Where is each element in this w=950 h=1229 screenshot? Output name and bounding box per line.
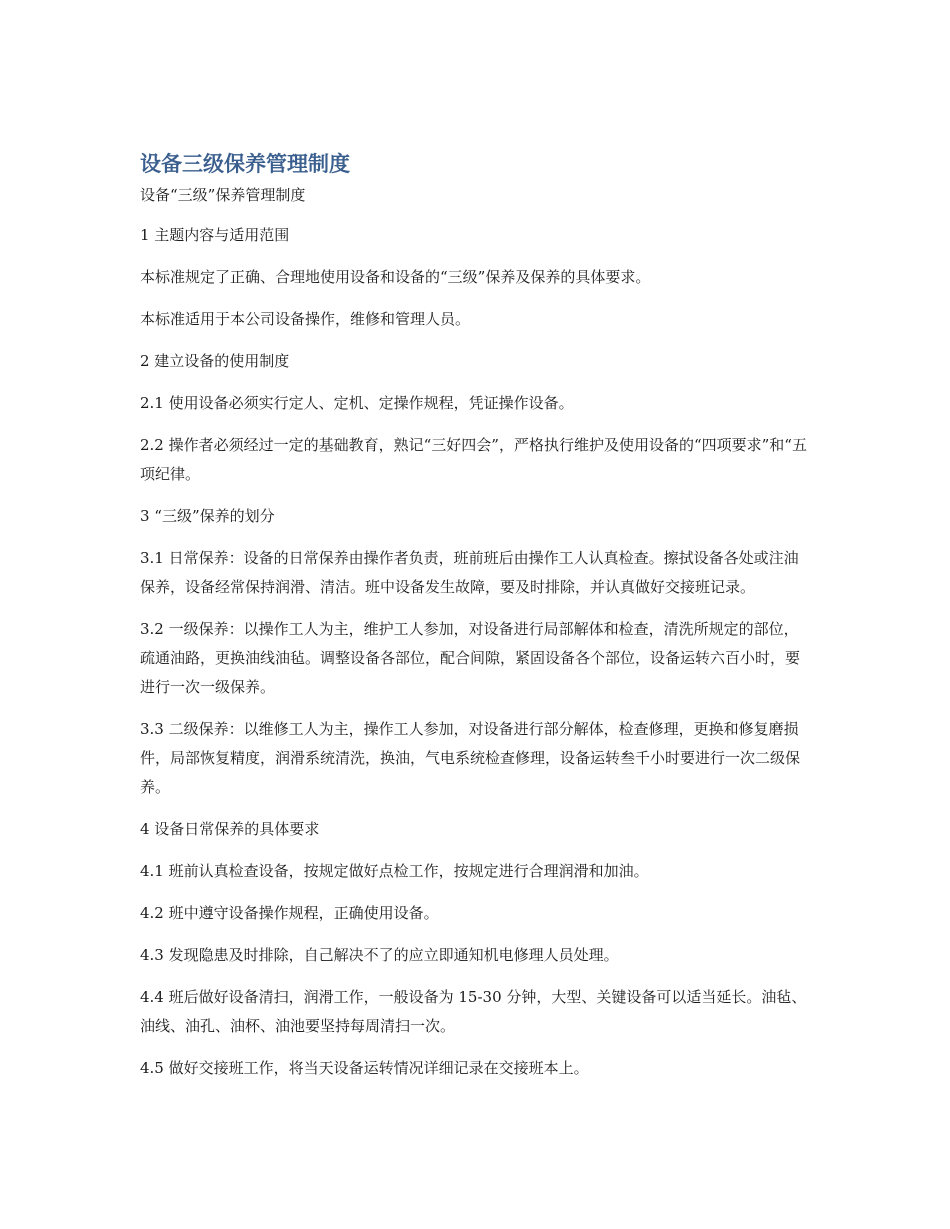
clause-2-1: 2.1 使用设备必须实行定人、定机、定操作规程，凭证操作设备。 bbox=[140, 394, 574, 412]
clause-4-1: 4.1 班前认真检查设备，按规定做好点检工作，按规定进行合理润滑和加油。 bbox=[140, 862, 649, 880]
document-body bbox=[140, 148, 812, 1083]
paragraph: 本标准适用于本公司设备操作，维修和管理人员。 bbox=[140, 310, 471, 328]
document-subtitle: 设备“三级”保养管理制度 bbox=[140, 186, 306, 204]
clause-4-3: 4.3 发现隐患及时排除，自己解决不了的应立即通知机电修理人员处理。 bbox=[140, 946, 619, 964]
document-title: 设备三级保养管理制度 bbox=[140, 152, 350, 176]
section-heading-4: 4 设备日常保养的具体要求 bbox=[140, 820, 320, 838]
clause-3-1: 3.1 日常保养：设备的日常保养由操作者负责，班前班后由操作工人认真检查。擦拭设备各处或注油保养，设备经常保持润滑、清洁。班中设备发生故障，要及时排除，并认真做好交接班记录。 bbox=[140, 549, 799, 596]
clause-4-5: 4.5 做好交接班工作，将当天设备运转情况详细记录在交接班本上。 bbox=[140, 1059, 589, 1077]
clause-3-2: 3.2 一级保养：以操作工人为主，维护工人参加，对设备进行局部解体和检查，清洗所规定的部位，疏通油路，更换油线油毡。调整设备各部位，配合间隙，紧固设备各个部位，设备运转六百小时，要进行一次一级保养。 bbox=[140, 620, 801, 696]
paragraph: 本标准规定了正确、合理地使用设备和设备的“三级”保养及保养的具体要求。 bbox=[140, 268, 651, 286]
clause-4-4: 4.4 班后做好设备清扫，润滑工作，一般设备为 15-30 分钟，大型、关键设备可以适当延长。油毡、油线、油孔、油杯、油池要坚持每周清扫一次。 bbox=[140, 988, 807, 1035]
section-heading-3: 3 “三级”保养的划分 bbox=[140, 507, 275, 525]
clause-2-2: 2.2 操作者必须经过一定的基础教育，熟记“三好四会”，严格执行维护及使用设备的“四项要求”和“五项纪律。 bbox=[140, 436, 807, 483]
clause-4-2: 4.2 班中遵守设备操作规程，正确使用设备。 bbox=[140, 904, 439, 922]
section-heading-1: 1 主题内容与适用范围 bbox=[140, 226, 290, 244]
section-heading-2: 2 建立设备的使用制度 bbox=[140, 352, 290, 370]
clause-3-3: 3.3 二级保养：以维修工人为主，操作工人参加，对设备进行部分解体，检查修理，更换和修复磨损件，局部恢复精度，润滑系统清洗，换油，气电系统检查修理，设备运转叁千小时要进行一次二级保养。 bbox=[140, 720, 801, 796]
